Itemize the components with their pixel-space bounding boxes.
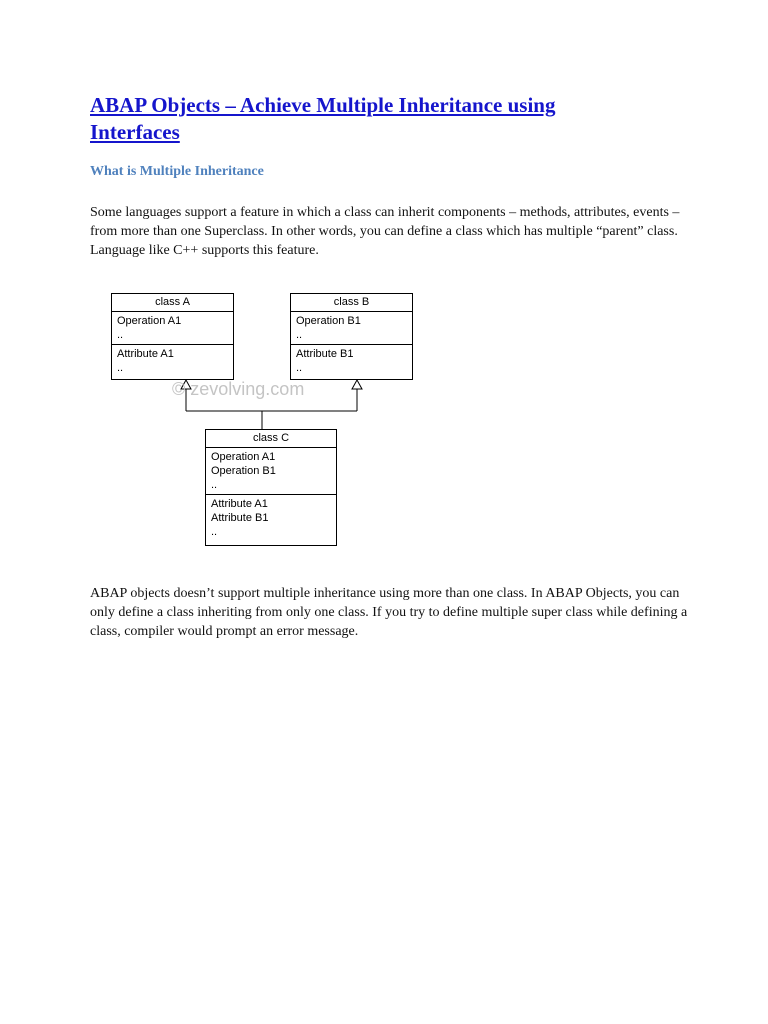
- class-c-operation-a1: Operation A1: [211, 451, 276, 463]
- class-b-name: class B: [291, 294, 412, 312]
- class-b-operation-ellipsis: ..: [296, 329, 303, 341]
- class-a-attributes: [112, 344, 233, 377]
- class-c-box: [205, 429, 337, 546]
- intro-paragraph: Some languages support a feature in which a class can inherit components – methods, attributes, events – from more than one Superclass. In other words, you can define a class which has multiple “parent” class. Language like C++ supports this feature.: [90, 205, 680, 258]
- class-c-operation-b1: Operation B1: [211, 465, 276, 477]
- class-b-attribute-ellipsis: ..: [296, 362, 303, 374]
- class-c-attributes: [206, 494, 336, 541]
- abap-paragraph: ABAP objects doesn’t support multiple inheritance using more than one class. In ABAP Objects, you can only define a class inheriting from only one class. If you try to define multiple super class while defining a class, compiler would prompt an error message.: [90, 586, 688, 639]
- class-a-operation: Operation A1: [117, 315, 182, 327]
- class-a-box: [111, 293, 234, 380]
- watermark: © zevolving.com: [172, 379, 305, 399]
- class-b-attributes: [291, 344, 412, 377]
- class-b-operation: Operation B1: [296, 315, 361, 327]
- class-b-box: [290, 293, 413, 380]
- class-a-attribute-ellipsis: ..: [117, 362, 124, 374]
- class-c-attribute-a1: Attribute A1: [211, 498, 268, 510]
- class-b-operations: [291, 312, 412, 344]
- class-c-operations: [206, 448, 336, 494]
- class-a-operations: [112, 312, 233, 344]
- class-c-attribute-b1: Attribute B1: [211, 512, 269, 524]
- page-title[interactable]: ABAP Objects – Achieve Multiple Inheritance using Interfaces: [90, 93, 556, 144]
- class-a-operation-ellipsis: ..: [117, 329, 124, 341]
- class-a-name: class A: [112, 294, 233, 312]
- class-b-attribute: Attribute B1: [296, 348, 354, 360]
- section-heading: What is Multiple Inheritance: [90, 164, 264, 179]
- class-b-inheritance-arrow: [352, 380, 362, 389]
- class-c-name: class C: [206, 430, 336, 448]
- class-a-attribute: Attribute A1: [117, 348, 174, 360]
- class-c-operation-ellipsis: ..: [211, 479, 218, 491]
- class-c-attribute-ellipsis: ..: [211, 526, 218, 538]
